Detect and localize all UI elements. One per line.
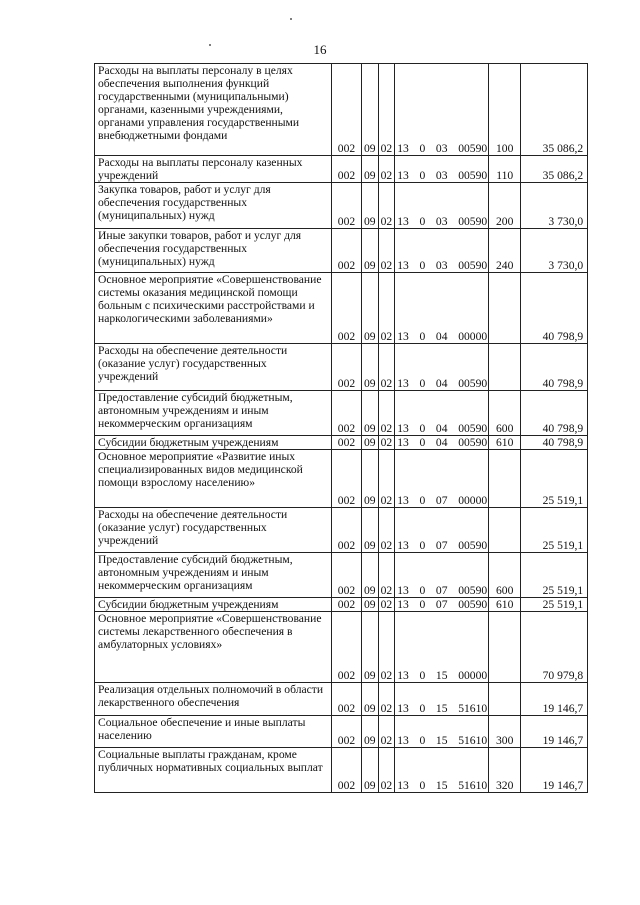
row-name	[95, 508, 332, 553]
csr-subprogram: 0	[419, 422, 426, 435]
cell-ved: 002	[332, 391, 362, 436]
row-name	[95, 553, 332, 598]
row-name	[95, 436, 332, 450]
csr-event: 15	[435, 702, 448, 715]
cell-sum: 19 146,7	[521, 716, 588, 748]
cell-csr	[395, 450, 489, 508]
cell-vr	[489, 612, 521, 683]
cell-vr: 600	[489, 391, 521, 436]
csr-direction: 00590	[458, 377, 488, 390]
cell-pr: 02	[378, 598, 395, 612]
csr-event: 15	[435, 779, 448, 792]
csr-subprogram: 0	[419, 169, 426, 182]
cell-vr: 110	[489, 156, 521, 183]
cell-csr	[395, 553, 489, 598]
csr-event: 03	[435, 169, 448, 182]
row-name-text: Субсидии бюджетным учреждениям	[98, 436, 279, 449]
cell-sum: 19 146,7	[521, 683, 588, 716]
csr-subprogram: 0	[419, 142, 426, 155]
cell-rz: 09	[362, 391, 379, 436]
csr-direction: 51610	[458, 779, 488, 792]
csr-program: 13	[397, 598, 409, 611]
cell-sum: 25 519,1	[521, 598, 588, 612]
csr-program: 13	[397, 422, 409, 435]
csr-subprogram: 0	[419, 215, 426, 228]
csr-direction: 00000	[458, 494, 488, 507]
csr-event: 04	[435, 377, 448, 390]
table-row	[95, 450, 588, 508]
csr-program: 13	[397, 669, 409, 682]
cell-sum: 35 086,2	[521, 156, 588, 183]
csr-event: 07	[435, 598, 448, 611]
cell-ved: 002	[332, 598, 362, 612]
row-name	[95, 229, 332, 273]
cell-ved: 002	[332, 344, 362, 391]
cell-vr	[489, 508, 521, 553]
row-name-text: Расходы на обеспечение деятельности (оказание услуг) государственных учреждений	[98, 508, 288, 547]
cell-rz: 09	[362, 683, 379, 716]
table-row	[95, 716, 588, 748]
row-name-text: Предоставление субсидий бюджетным, автономным учреждениям и иным некоммерческим организациям	[98, 391, 293, 430]
cell-sum: 25 519,1	[521, 450, 588, 508]
table-row	[95, 64, 588, 156]
csr-subprogram: 0	[419, 584, 426, 597]
table-row	[95, 598, 588, 612]
csr-direction: 00590	[458, 169, 488, 182]
row-name	[95, 183, 332, 229]
csr-subprogram: 0	[419, 377, 426, 390]
table-row	[95, 553, 588, 598]
row-name-text: Предоставление субсидий бюджетным, автономным учреждениям и иным некоммерческим организациям	[98, 553, 293, 592]
cell-csr	[395, 156, 489, 183]
row-name-text: Основное мероприятие «Развитие иных специализированных видов медицинской помощи взрослому населению»	[98, 450, 303, 489]
cell-pr: 02	[378, 683, 395, 716]
csr-subprogram: 0	[419, 539, 426, 552]
csr-program: 13	[397, 584, 409, 597]
row-name-text: Расходы на выплаты персоналу в целях обеспечения выполнения функций государственными (муниципальными) органами, казенными учреждениями, органами управления государственными внебюджетными фондами	[98, 64, 300, 142]
csr-subprogram: 0	[419, 436, 426, 449]
cell-vr	[489, 273, 521, 344]
csr-event: 04	[435, 330, 448, 343]
csr-direction: 00590	[458, 215, 488, 228]
csr-direction: 00590	[458, 436, 488, 449]
cell-ved: 002	[332, 64, 362, 156]
cell-pr: 02	[378, 612, 395, 683]
cell-pr: 02	[378, 436, 395, 450]
cell-rz: 09	[362, 716, 379, 748]
cell-csr	[395, 273, 489, 344]
cell-ved: 002	[332, 748, 362, 793]
row-name	[95, 683, 332, 716]
cell-ved: 002	[332, 436, 362, 450]
csr-direction: 00590	[458, 598, 488, 611]
csr-direction: 00590	[458, 539, 488, 552]
scan-speck	[290, 18, 292, 20]
cell-csr	[395, 683, 489, 716]
cell-rz: 09	[362, 598, 379, 612]
csr-direction: 00590	[458, 584, 488, 597]
csr-program: 13	[397, 436, 409, 449]
cell-ved: 002	[332, 450, 362, 508]
cell-rz: 09	[362, 183, 379, 229]
csr-program: 13	[397, 539, 409, 552]
row-name-text: Субсидии бюджетным учреждениям	[98, 598, 279, 611]
cell-ved: 002	[332, 553, 362, 598]
csr-event: 07	[435, 494, 448, 507]
cell-csr	[395, 229, 489, 273]
cell-csr	[395, 598, 489, 612]
table-row	[95, 436, 588, 450]
row-name	[95, 612, 332, 683]
cell-rz: 09	[362, 344, 379, 391]
row-name-text: Основное мероприятие «Совершенствование системы оказания медицинской помощи больным с психическими расстройствами и наркологическими заболеваниями»	[98, 273, 322, 325]
csr-program: 13	[397, 142, 409, 155]
csr-direction: 00000	[458, 669, 488, 682]
csr-program: 13	[397, 259, 409, 272]
cell-pr: 02	[378, 391, 395, 436]
cell-ved: 002	[332, 156, 362, 183]
cell-vr: 300	[489, 716, 521, 748]
row-name	[95, 450, 332, 508]
cell-pr: 02	[378, 183, 395, 229]
csr-direction: 00590	[458, 142, 488, 155]
csr-event: 03	[435, 142, 448, 155]
row-name-text: Реализация отдельных полномочий в области лекарственного обеспечения	[98, 683, 324, 709]
cell-rz: 09	[362, 748, 379, 793]
csr-direction: 51610	[458, 734, 488, 747]
cell-csr	[395, 748, 489, 793]
cell-pr: 02	[378, 450, 395, 508]
csr-event: 15	[435, 734, 448, 747]
cell-ved: 002	[332, 183, 362, 229]
cell-pr: 02	[378, 553, 395, 598]
row-name	[95, 273, 332, 344]
csr-event: 07	[435, 539, 448, 552]
table-row	[95, 229, 588, 273]
csr-event: 15	[435, 669, 448, 682]
cell-vr: 610	[489, 598, 521, 612]
cell-ved: 002	[332, 229, 362, 273]
csr-subprogram: 0	[419, 598, 426, 611]
cell-rz: 09	[362, 553, 379, 598]
cell-pr: 02	[378, 344, 395, 391]
table-row	[95, 683, 588, 716]
cell-csr	[395, 436, 489, 450]
row-name-text: Закупка товаров, работ и услуг для обеспечения государственных (муниципальных) нужд	[98, 183, 271, 222]
row-name-text: Иные закупки товаров, работ и услуг для обеспечения государственных (муниципальных) нужд	[98, 229, 302, 268]
table-row	[95, 748, 588, 793]
cell-pr: 02	[378, 64, 395, 156]
cell-ved: 002	[332, 273, 362, 344]
cell-rz: 09	[362, 64, 379, 156]
csr-program: 13	[397, 215, 409, 228]
cell-vr: 600	[489, 553, 521, 598]
cell-sum: 3 730,0	[521, 183, 588, 229]
csr-subprogram: 0	[419, 259, 426, 272]
row-name-text: Социальные выплаты гражданам, кроме публичных нормативных социальных выплат	[98, 748, 323, 774]
csr-program: 13	[397, 779, 409, 792]
csr-direction: 51610	[458, 702, 488, 715]
cell-sum: 3 730,0	[521, 229, 588, 273]
csr-program: 13	[397, 494, 409, 507]
cell-vr: 240	[489, 229, 521, 273]
cell-sum: 40 798,9	[521, 344, 588, 391]
cell-csr	[395, 183, 489, 229]
cell-ved: 002	[332, 508, 362, 553]
row-name	[95, 598, 332, 612]
cell-csr	[395, 391, 489, 436]
table-row	[95, 156, 588, 183]
cell-rz: 09	[362, 612, 379, 683]
cell-csr	[395, 64, 489, 156]
cell-sum: 35 086,2	[521, 64, 588, 156]
row-name	[95, 344, 332, 391]
csr-event: 07	[435, 584, 448, 597]
cell-rz: 09	[362, 508, 379, 553]
row-name	[95, 391, 332, 436]
csr-event: 03	[435, 215, 448, 228]
csr-direction: 00000	[458, 330, 488, 343]
cell-vr	[489, 344, 521, 391]
table-row	[95, 344, 588, 391]
cell-vr: 100	[489, 64, 521, 156]
csr-subprogram: 0	[419, 494, 426, 507]
csr-program: 13	[397, 330, 409, 343]
csr-subprogram: 0	[419, 779, 426, 792]
cell-sum: 70 979,8	[521, 612, 588, 683]
cell-pr: 02	[378, 156, 395, 183]
cell-ved: 002	[332, 683, 362, 716]
row-name	[95, 156, 332, 183]
cell-sum: 25 519,1	[521, 508, 588, 553]
cell-rz: 09	[362, 229, 379, 273]
csr-program: 13	[397, 734, 409, 747]
cell-rz: 09	[362, 156, 379, 183]
cell-vr	[489, 683, 521, 716]
csr-event: 04	[435, 436, 448, 449]
row-name	[95, 748, 332, 793]
cell-rz: 09	[362, 450, 379, 508]
cell-pr: 02	[378, 716, 395, 748]
row-name-text: Расходы на обеспечение деятельности (оказание услуг) государственных учреждений	[98, 344, 288, 383]
csr-program: 13	[397, 377, 409, 390]
csr-program: 13	[397, 169, 409, 182]
csr-event: 04	[435, 422, 448, 435]
row-name-text: Расходы на выплаты персоналу казенных учреждений	[98, 156, 303, 182]
cell-ved: 002	[332, 612, 362, 683]
csr-direction: 00590	[458, 422, 488, 435]
csr-subprogram: 0	[419, 702, 426, 715]
cell-vr: 320	[489, 748, 521, 793]
cell-rz: 09	[362, 273, 379, 344]
cell-csr	[395, 612, 489, 683]
cell-sum: 25 519,1	[521, 553, 588, 598]
table-row	[95, 612, 588, 683]
row-name	[95, 64, 332, 156]
csr-subprogram: 0	[419, 734, 426, 747]
cell-rz: 09	[362, 436, 379, 450]
table-row	[95, 508, 588, 553]
cell-pr: 02	[378, 508, 395, 553]
cell-vr: 200	[489, 183, 521, 229]
scan-speck	[209, 44, 211, 46]
csr-direction: 00590	[458, 259, 488, 272]
row-name-text: Основное мероприятие «Совершенствование системы лекарственного обеспечения в амбулаторных условиях»	[98, 612, 322, 651]
csr-program: 13	[397, 702, 409, 715]
page-number: 16	[313, 42, 327, 57]
table-row	[95, 183, 588, 229]
cell-ved: 002	[332, 716, 362, 748]
cell-pr: 02	[378, 229, 395, 273]
csr-subprogram: 0	[419, 330, 426, 343]
table-row	[95, 391, 588, 436]
cell-vr	[489, 450, 521, 508]
budget-table	[94, 63, 588, 793]
cell-csr	[395, 344, 489, 391]
cell-pr: 02	[378, 273, 395, 344]
cell-vr: 610	[489, 436, 521, 450]
cell-csr	[395, 508, 489, 553]
cell-sum: 40 798,9	[521, 436, 588, 450]
row-name	[95, 716, 332, 748]
cell-sum: 40 798,9	[521, 273, 588, 344]
table-row	[95, 273, 588, 344]
cell-sum: 40 798,9	[521, 391, 588, 436]
cell-csr	[395, 716, 489, 748]
csr-event: 03	[435, 259, 448, 272]
csr-subprogram: 0	[419, 669, 426, 682]
row-name-text: Социальное обеспечение и иные выплаты населению	[98, 716, 306, 742]
cell-sum: 19 146,7	[521, 748, 588, 793]
cell-pr: 02	[378, 748, 395, 793]
table-body	[95, 64, 588, 793]
